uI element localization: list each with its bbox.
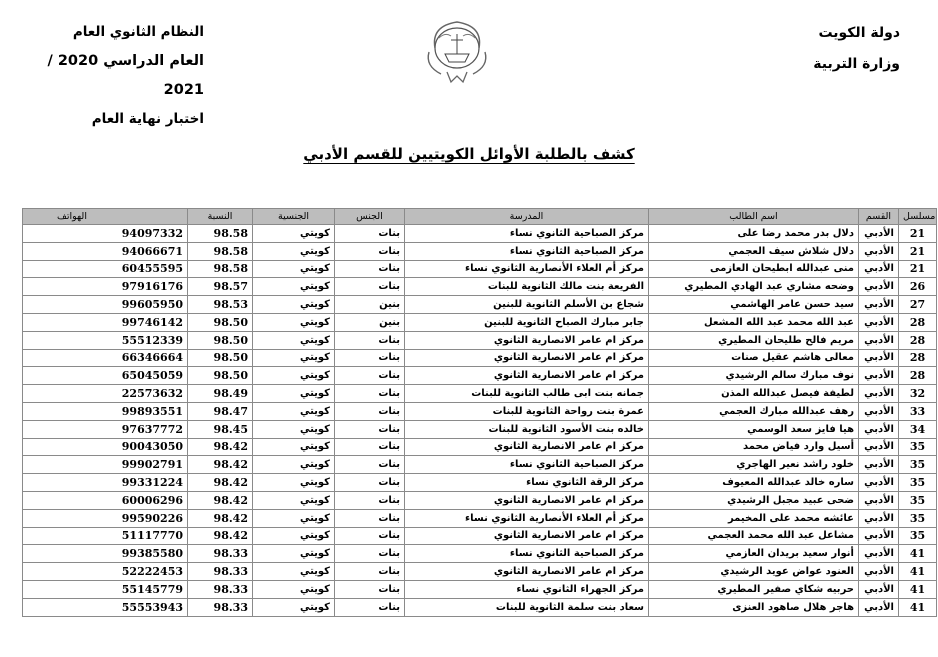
cell-phone: 97916176 xyxy=(23,278,188,296)
cell-student-name: حربيه شكاي صفير المطيري xyxy=(649,580,859,598)
cell-department: الأدبي xyxy=(859,278,899,296)
cell-nationality: كويتي xyxy=(253,438,335,456)
cell-serial: 35 xyxy=(899,438,937,456)
cell-phone: 99893551 xyxy=(23,402,188,420)
cell-department: الأدبي xyxy=(859,331,899,349)
cell-student-name: هيا فايز سعد الوسمي xyxy=(649,420,859,438)
cell-school: مركز الصباحية الثانوي نساء xyxy=(405,456,649,474)
cell-serial: 27 xyxy=(899,296,937,314)
cell-gender: بنات xyxy=(335,260,405,278)
cell-school: شجاع بن الأسلم الثانوية للبنين xyxy=(405,296,649,314)
table-row xyxy=(23,598,937,616)
cell-gender: بنات xyxy=(335,598,405,616)
cell-department: الأدبي xyxy=(859,438,899,456)
cell-phone: 55145779 xyxy=(23,580,188,598)
cell-department: الأدبي xyxy=(859,474,899,492)
table-row xyxy=(23,385,937,403)
cell-department: الأدبي xyxy=(859,402,899,420)
cell-phone: 99331224 xyxy=(23,474,188,492)
cell-percentage: 98.50 xyxy=(188,331,253,349)
col-header-student-name: اسم الطالب xyxy=(649,209,859,225)
cell-department: الأدبي xyxy=(859,580,899,598)
cell-department: الأدبي xyxy=(859,385,899,403)
cell-phone: 99746142 xyxy=(23,313,188,331)
cell-school: مركز ام عامر الانصارية الثانوي xyxy=(405,491,649,509)
table-row xyxy=(23,260,937,278)
cell-serial: 35 xyxy=(899,474,937,492)
cell-student-name: معالى هاشم عقيل صنات xyxy=(649,349,859,367)
cell-student-name: مشاعل عبد الله محمد العجمي xyxy=(649,527,859,545)
cell-gender: بنات xyxy=(335,225,405,243)
table-row xyxy=(23,278,937,296)
cell-student-name: لطيفة فيصل عبدالله المذن xyxy=(649,385,859,403)
header-ministry-name: وزارة التربية xyxy=(813,56,900,72)
cell-school: مركز الجهراء الثانوي نساء xyxy=(405,580,649,598)
cell-nationality: كويتي xyxy=(253,527,335,545)
cell-department: الأدبي xyxy=(859,456,899,474)
cell-percentage: 98.42 xyxy=(188,491,253,509)
cell-serial: 33 xyxy=(899,402,937,420)
cell-student-name: أنوار سعيد بريدان العازمي xyxy=(649,545,859,563)
cell-percentage: 98.42 xyxy=(188,527,253,545)
cell-department: الأدبي xyxy=(859,296,899,314)
cell-school: مركز ام عامر الانصارية الثانوي xyxy=(405,331,649,349)
cell-serial: 26 xyxy=(899,278,937,296)
cell-department: الأدبي xyxy=(859,420,899,438)
cell-gender: بنات xyxy=(335,278,405,296)
cell-gender: بنات xyxy=(335,420,405,438)
cell-gender: بنات xyxy=(335,580,405,598)
cell-serial: 28 xyxy=(899,367,937,385)
cell-serial: 28 xyxy=(899,313,937,331)
cell-serial: 21 xyxy=(899,225,937,243)
cell-gender: بنات xyxy=(335,438,405,456)
header-academic-year: العام الدراسي 2020 / 2021 xyxy=(47,53,204,98)
cell-student-name: وضحه مشاري عبد الهادي المطيري xyxy=(649,278,859,296)
cell-percentage: 98.42 xyxy=(188,456,253,474)
cell-nationality: كويتي xyxy=(253,456,335,474)
cell-serial: 41 xyxy=(899,580,937,598)
cell-percentage: 98.49 xyxy=(188,385,253,403)
table-row xyxy=(23,225,937,243)
cell-percentage: 98.57 xyxy=(188,278,253,296)
table-row xyxy=(23,438,937,456)
cell-phone: 60006296 xyxy=(23,491,188,509)
table-row xyxy=(23,456,937,474)
cell-serial: 35 xyxy=(899,491,937,509)
cell-percentage: 98.50 xyxy=(188,349,253,367)
page-title-text: كشف بالطلبة الأوائل الكويتيين للقسم الأدبي xyxy=(303,145,635,163)
students-table xyxy=(22,208,937,617)
table-row xyxy=(23,474,937,492)
cell-nationality: كويتي xyxy=(253,474,335,492)
cell-school: جابر مبارك الصباح الثانوية للبنين xyxy=(405,313,649,331)
cell-gender: بنات xyxy=(335,545,405,563)
cell-serial: 28 xyxy=(899,349,937,367)
cell-department: الأدبي xyxy=(859,225,899,243)
cell-nationality: كويتي xyxy=(253,385,335,403)
cell-percentage: 98.58 xyxy=(188,225,253,243)
cell-gender: بنين xyxy=(335,296,405,314)
cell-school: خالده بنت الأسود الثانوية للبنات xyxy=(405,420,649,438)
cell-school: مركز ام عامر الانصارية الثانوي xyxy=(405,438,649,456)
cell-school: مركز أم العلاء الأنصارية الثانوي نساء xyxy=(405,260,649,278)
cell-department: الأدبي xyxy=(859,313,899,331)
cell-nationality: كويتي xyxy=(253,367,335,385)
cell-gender: بنات xyxy=(335,402,405,420)
cell-phone: 94097332 xyxy=(23,225,188,243)
cell-serial: 35 xyxy=(899,527,937,545)
cell-phone: 94066671 xyxy=(23,242,188,260)
cell-gender: بنات xyxy=(335,242,405,260)
cell-phone: 97637772 xyxy=(23,420,188,438)
cell-phone: 66346664 xyxy=(23,349,188,367)
cell-nationality: كويتي xyxy=(253,491,335,509)
table-row xyxy=(23,296,937,314)
cell-phone: 65045059 xyxy=(23,367,188,385)
cell-department: الأدبي xyxy=(859,260,899,278)
cell-department: الأدبي xyxy=(859,509,899,527)
table-row xyxy=(23,313,937,331)
cell-phone: 55512339 xyxy=(23,331,188,349)
cell-nationality: كويتي xyxy=(253,402,335,420)
cell-percentage: 98.42 xyxy=(188,509,253,527)
cell-percentage: 98.53 xyxy=(188,296,253,314)
cell-nationality: كويتي xyxy=(253,278,335,296)
cell-department: الأدبي xyxy=(859,598,899,616)
header-exam-type: اختبار نهاية العام xyxy=(91,111,204,127)
cell-school: مركز ام عامر الانصارية الثانوي xyxy=(405,349,649,367)
col-header-school: المدرسة xyxy=(405,209,649,225)
cell-student-name: ضحى عبيد مجبل الرشيدي xyxy=(649,491,859,509)
cell-student-name: أسيل وارد فياض محمد xyxy=(649,438,859,456)
cell-student-name: العنود عواض عويد الرشيدي xyxy=(649,563,859,581)
cell-nationality: كويتي xyxy=(253,242,335,260)
cell-nationality: كويتي xyxy=(253,420,335,438)
cell-school: جمانه بنت ابى طالب الثانوية للبنات xyxy=(405,385,649,403)
cell-school: مركز الصباحية الثانوي نساء xyxy=(405,242,649,260)
table-row xyxy=(23,367,937,385)
col-header-percentage: النسبة xyxy=(188,209,253,225)
cell-gender: بنات xyxy=(335,367,405,385)
table-row xyxy=(23,420,937,438)
cell-nationality: كويتي xyxy=(253,296,335,314)
col-header-phones: الهواتف xyxy=(23,209,188,225)
cell-serial: 21 xyxy=(899,242,937,260)
cell-nationality: كويتي xyxy=(253,563,335,581)
cell-percentage: 98.58 xyxy=(188,260,253,278)
table-row xyxy=(23,563,937,581)
kuwait-emblem-icon xyxy=(421,18,493,88)
header-country: دولة الكويت xyxy=(818,25,900,41)
cell-serial: 34 xyxy=(899,420,937,438)
cell-student-name: هاجر هلال صاهود العنزى xyxy=(649,598,859,616)
table-row xyxy=(23,331,937,349)
cell-gender: بنات xyxy=(335,509,405,527)
cell-gender: بنات xyxy=(335,385,405,403)
cell-phone: 22573632 xyxy=(23,385,188,403)
cell-phone: 99590226 xyxy=(23,509,188,527)
table-row xyxy=(23,402,937,420)
header-exam-info xyxy=(24,18,204,134)
cell-serial: 41 xyxy=(899,563,937,581)
cell-percentage: 98.47 xyxy=(188,402,253,420)
header-system: النظام الثانوي العام xyxy=(72,24,204,40)
cell-phone: 99605950 xyxy=(23,296,188,314)
cell-gender: بنات xyxy=(335,474,405,492)
table-row xyxy=(23,242,937,260)
cell-student-name: نوف مبارك سالم الرشيدي xyxy=(649,367,859,385)
cell-nationality: كويتي xyxy=(253,349,335,367)
cell-percentage: 98.50 xyxy=(188,313,253,331)
table-row xyxy=(23,491,937,509)
cell-school: مركز أم العلاء الأنصارية الثانوي نساء xyxy=(405,509,649,527)
page-title xyxy=(0,145,938,163)
cell-school: سعاد بنت سلمة الثانوية للبنات xyxy=(405,598,649,616)
cell-phone: 90043050 xyxy=(23,438,188,456)
cell-percentage: 98.50 xyxy=(188,367,253,385)
cell-nationality: كويتي xyxy=(253,313,335,331)
cell-department: الأدبي xyxy=(859,545,899,563)
cell-school: عمرة بنت رواحة الثانوية للبنات xyxy=(405,402,649,420)
cell-percentage: 98.33 xyxy=(188,598,253,616)
cell-student-name: ساره خالد عبدالله المعيوف xyxy=(649,474,859,492)
cell-school: مركز الصباحية الثانوي نساء xyxy=(405,545,649,563)
cell-nationality: كويتي xyxy=(253,598,335,616)
cell-percentage: 98.58 xyxy=(188,242,253,260)
cell-nationality: كويتي xyxy=(253,331,335,349)
cell-student-name: دلال بدر محمد رضا على xyxy=(649,225,859,243)
cell-department: الأدبي xyxy=(859,563,899,581)
col-header-serial: مسلسل xyxy=(899,209,937,225)
header-ministry xyxy=(813,18,900,80)
cell-percentage: 98.33 xyxy=(188,545,253,563)
table-row xyxy=(23,509,937,527)
cell-phone: 55553943 xyxy=(23,598,188,616)
cell-gender: بنين xyxy=(335,313,405,331)
cell-percentage: 98.42 xyxy=(188,438,253,456)
cell-student-name: مريم فالح طليحان المطيري xyxy=(649,331,859,349)
cell-percentage: 98.42 xyxy=(188,474,253,492)
cell-school: الفريعة بنت مالك الثانوية للبنات xyxy=(405,278,649,296)
cell-school: مركز ام عامر الانصارية الثانوي xyxy=(405,527,649,545)
cell-student-name: دلال شلاش سيف العجمي xyxy=(649,242,859,260)
col-header-nationality: الجنسية xyxy=(253,209,335,225)
cell-gender: بنات xyxy=(335,527,405,545)
cell-gender: بنات xyxy=(335,331,405,349)
table-body xyxy=(23,225,937,617)
cell-school: مركز الرقة الثانوي نساء xyxy=(405,474,649,492)
cell-department: الأدبي xyxy=(859,367,899,385)
cell-school: مركز ام عامر الانصارية الثانوي xyxy=(405,367,649,385)
cell-student-name: عائشه محمد على المخيمر xyxy=(649,509,859,527)
cell-serial: 41 xyxy=(899,598,937,616)
cell-phone: 99385580 xyxy=(23,545,188,563)
cell-phone: 99902791 xyxy=(23,456,188,474)
cell-department: الأدبي xyxy=(859,349,899,367)
cell-serial: 41 xyxy=(899,545,937,563)
table-row xyxy=(23,349,937,367)
cell-department: الأدبي xyxy=(859,242,899,260)
cell-phone: 51117770 xyxy=(23,527,188,545)
cell-student-name: عبد الله محمد عبد الله المشعل xyxy=(649,313,859,331)
col-header-gender: الجنس xyxy=(335,209,405,225)
cell-serial: 35 xyxy=(899,456,937,474)
cell-percentage: 98.45 xyxy=(188,420,253,438)
cell-department: الأدبي xyxy=(859,491,899,509)
cell-nationality: كويتي xyxy=(253,509,335,527)
table-header-row xyxy=(23,209,937,225)
cell-student-name: خلود راشد نعير الهاجري xyxy=(649,456,859,474)
table-row xyxy=(23,527,937,545)
cell-phone: 52222453 xyxy=(23,563,188,581)
cell-nationality: كويتي xyxy=(253,545,335,563)
cell-student-name: منى عبدالله ابطيحان العازمى xyxy=(649,260,859,278)
cell-gender: بنات xyxy=(335,491,405,509)
cell-student-name: رهف عبدالله مبارك العجمي xyxy=(649,402,859,420)
cell-nationality: كويتي xyxy=(253,225,335,243)
cell-percentage: 98.33 xyxy=(188,563,253,581)
cell-serial: 35 xyxy=(899,509,937,527)
table-row xyxy=(23,580,937,598)
cell-gender: بنات xyxy=(335,456,405,474)
cell-school: مركز ام عامر الانصارية الثانوي xyxy=(405,563,649,581)
cell-gender: بنات xyxy=(335,349,405,367)
table-row xyxy=(23,545,937,563)
cell-phone: 60455595 xyxy=(23,260,188,278)
cell-school: مركز الصباحية الثانوي نساء xyxy=(405,225,649,243)
cell-nationality: كويتي xyxy=(253,580,335,598)
cell-serial: 28 xyxy=(899,331,937,349)
cell-gender: بنات xyxy=(335,563,405,581)
col-header-department: القسم xyxy=(859,209,899,225)
cell-department: الأدبي xyxy=(859,527,899,545)
cell-serial: 32 xyxy=(899,385,937,403)
cell-student-name: سيد حسن عامر الهاشمي xyxy=(649,296,859,314)
cell-percentage: 98.33 xyxy=(188,580,253,598)
cell-nationality: كويتي xyxy=(253,260,335,278)
cell-serial: 21 xyxy=(899,260,937,278)
